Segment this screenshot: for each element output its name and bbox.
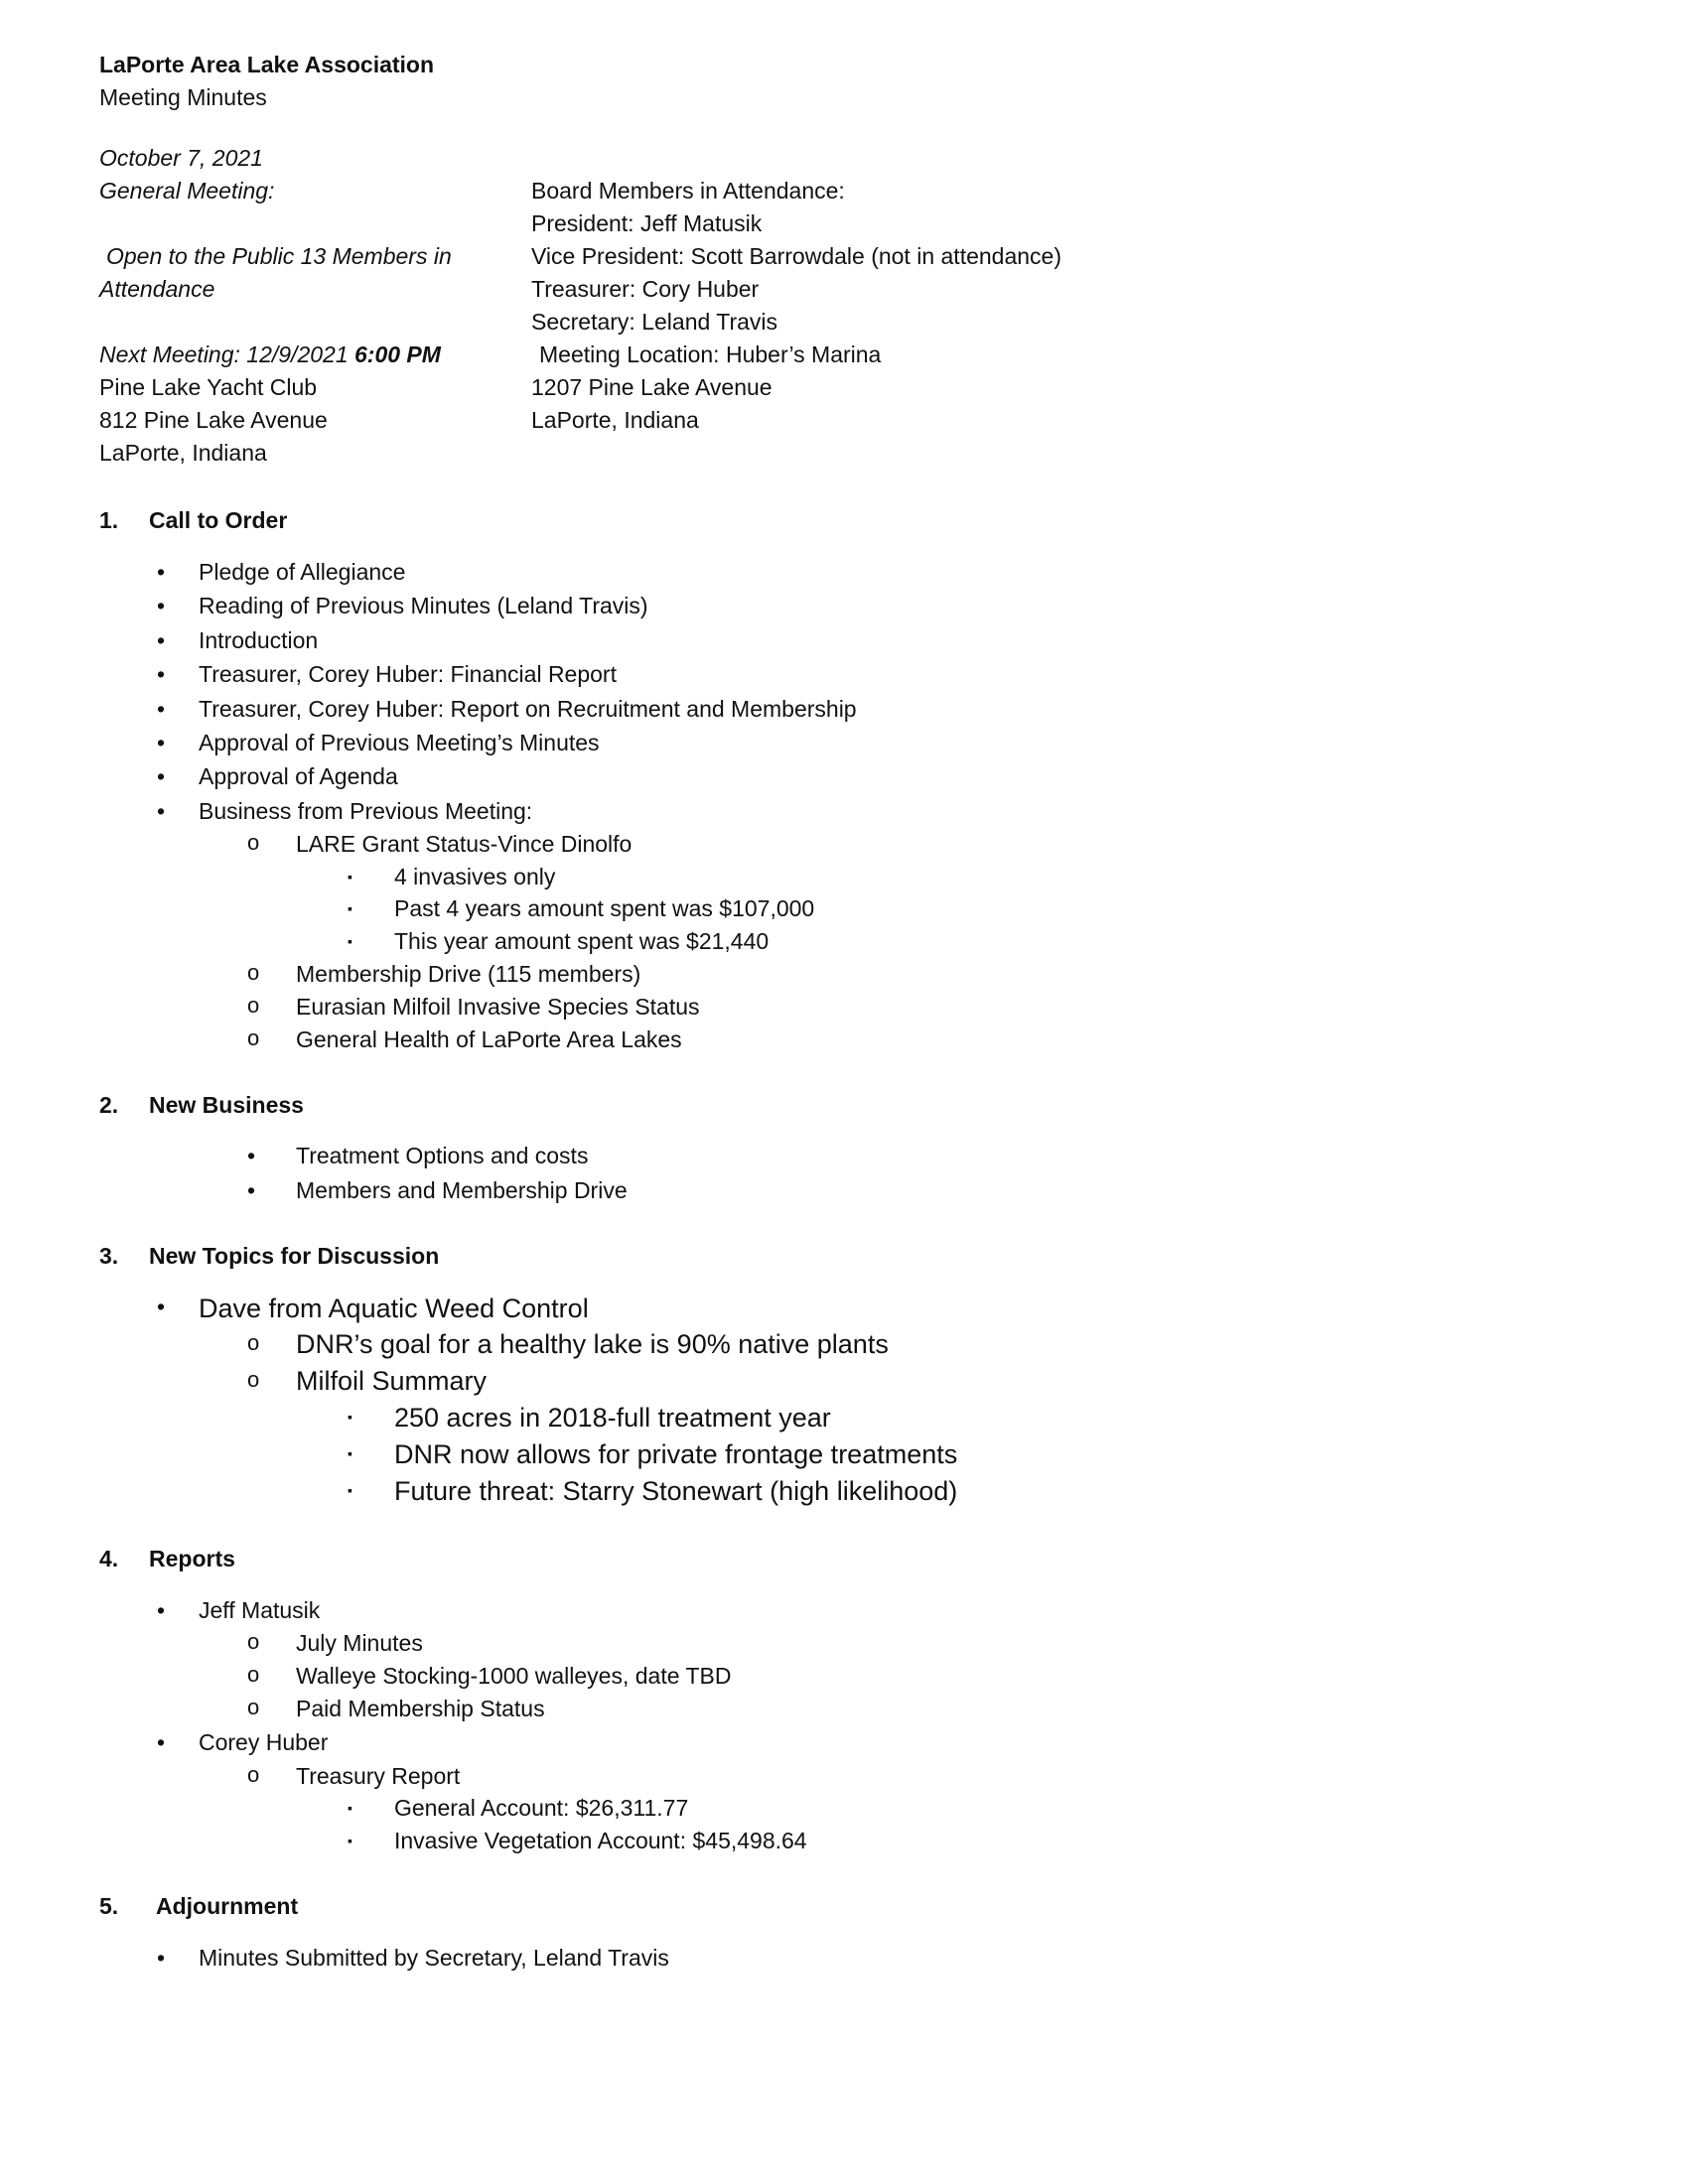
bullet-icon: • <box>247 1143 256 1168</box>
sub-list-item: Eurasian Milfoil Invasive Species Status <box>296 994 700 1020</box>
circle-bullet-icon: o <box>247 830 260 855</box>
square-bullet-icon: ▪ <box>348 1445 352 1461</box>
circle-bullet-icon: o <box>247 1695 260 1719</box>
sub-list-item: Walleye Stocking-1000 walleyes, date TBD <box>296 1663 732 1689</box>
subsub-list-item: 250 acres in 2018-full treatment year <box>394 1403 831 1433</box>
section-title: Adjournment <box>156 1893 299 1919</box>
sub-list-item: General Health of LaPorte Area Lakes <box>296 1026 682 1052</box>
list-item: Pledge of Allegiance <box>199 559 406 585</box>
list-item: Treasurer, Corey Huber: Report on Recruitment and Membership <box>199 696 857 722</box>
sub-list-item: Paid Membership Status <box>296 1696 545 1721</box>
bullet-icon: • <box>157 730 166 755</box>
bullet-icon: • <box>157 627 166 653</box>
bullet-icon: • <box>157 763 166 789</box>
list-item: Reading of Previous Minutes (Leland Travis) <box>199 593 648 618</box>
circle-bullet-icon: o <box>247 993 260 1018</box>
square-bullet-icon: ▪ <box>348 1800 352 1816</box>
subsub-list-item: 4 invasives only <box>394 864 556 889</box>
bullet-icon: • <box>157 661 166 687</box>
meeting-type: General Meeting: <box>99 178 275 204</box>
list-item: Approval of Agenda <box>199 763 398 789</box>
circle-bullet-icon: o <box>247 1629 260 1654</box>
sub-list-item: Membership Drive (115 members) <box>296 961 641 987</box>
square-bullet-icon: ▪ <box>348 1409 352 1425</box>
square-bullet-icon: ▪ <box>348 933 352 949</box>
meeting-location: Meeting Location: Huber’s Marina <box>539 341 882 367</box>
next-location-line: LaPorte, Indiana <box>99 440 267 466</box>
board-member: Treasurer: Cory Huber <box>531 276 760 302</box>
square-bullet-icon: ▪ <box>348 869 352 885</box>
doc-title: Meeting Minutes <box>99 84 267 110</box>
circle-bullet-icon: o <box>247 1762 260 1787</box>
circle-bullet-icon: o <box>247 1330 260 1355</box>
board-member: Vice President: Scott Barrowdale (not in attendance) <box>531 243 1061 269</box>
section-number: 4. <box>99 1546 119 1571</box>
circle-bullet-icon: o <box>247 1367 260 1392</box>
circle-bullet-icon: o <box>247 1662 260 1687</box>
square-bullet-icon: ▪ <box>348 900 352 916</box>
subsub-list-item: Invasive Vegetation Account: $45,498.64 <box>394 1828 807 1853</box>
section-number: 3. <box>99 1243 119 1269</box>
public-attendance-line2: Attendance <box>99 276 215 302</box>
section-title: New Topics for Discussion <box>149 1243 440 1269</box>
org-name: LaPorte Area Lake Association <box>99 52 435 77</box>
list-item: Members and Membership Drive <box>296 1177 628 1203</box>
location-address-line: 1207 Pine Lake Avenue <box>531 374 773 400</box>
square-bullet-icon: ▪ <box>348 1833 352 1848</box>
list-item: Corey Huber <box>199 1729 329 1755</box>
next-meeting-label: Next Meeting: 12/9/2021 <box>99 341 354 367</box>
list-item: Dave from Aquatic Weed Control <box>199 1294 589 1323</box>
subsub-list-item: General Account: $26,311.77 <box>394 1795 689 1821</box>
sub-list-item: DNR’s goal for a healthy lake is 90% native plants <box>296 1329 889 1359</box>
section-number: 2. <box>99 1092 119 1118</box>
section-number: 1. <box>99 507 119 533</box>
board-member: Secretary: Leland Travis <box>531 309 778 335</box>
sub-list-item: LARE Grant Status-Vince Dinolfo <box>296 831 633 857</box>
location-address-line: LaPorte, Indiana <box>531 407 699 433</box>
bullet-icon: • <box>157 798 166 824</box>
square-bullet-icon: ▪ <box>348 1482 352 1498</box>
list-item: Jeff Matusik <box>199 1597 321 1623</box>
section-title: New Business <box>149 1092 304 1118</box>
bullet-icon: • <box>157 1729 166 1755</box>
list-item: Introduction <box>199 627 319 653</box>
next-meeting-time: 6:00 PM <box>354 341 441 367</box>
section-number: 5. <box>99 1893 119 1919</box>
next-meeting <box>99 341 441 368</box>
bullet-icon: • <box>157 1294 166 1319</box>
list-item: Minutes Submitted by Secretary, Leland Travis <box>199 1945 669 1971</box>
next-location-line: 812 Pine Lake Avenue <box>99 407 328 433</box>
sub-list-item: Treasury Report <box>296 1763 461 1789</box>
section-title: Call to Order <box>149 507 288 533</box>
bullet-icon: • <box>157 1945 166 1971</box>
public-attendance-line1: Open to the Public 13 Members in <box>106 243 452 269</box>
list-item: Treatment Options and costs <box>296 1143 589 1168</box>
list-item: Approval of Previous Meeting’s Minutes <box>199 730 600 755</box>
section-title: Reports <box>149 1546 235 1571</box>
bullet-icon: • <box>157 1597 166 1623</box>
subsub-list-item: Past 4 years amount spent was $107,000 <box>394 895 815 921</box>
sub-list-item: Milfoil Summary <box>296 1366 488 1396</box>
bullet-icon: • <box>157 559 166 585</box>
next-location-line: Pine Lake Yacht Club <box>99 374 318 400</box>
bullet-icon: • <box>247 1177 256 1203</box>
circle-bullet-icon: o <box>247 960 260 985</box>
board-heading: Board Members in Attendance: <box>531 178 845 204</box>
subsub-list-item: Future threat: Starry Stonewart (high likelihood) <box>394 1476 958 1506</box>
board-member: President: Jeff Matusik <box>531 210 763 236</box>
circle-bullet-icon: o <box>247 1025 260 1050</box>
bullet-icon: • <box>157 593 166 618</box>
subsub-list-item: This year amount spent was $21,440 <box>394 928 770 954</box>
sub-list-item: July Minutes <box>296 1630 423 1656</box>
bullet-icon: • <box>157 696 166 722</box>
list-item: Business from Previous Meeting: <box>199 798 533 824</box>
subsub-list-item: DNR now allows for private frontage treatments <box>394 1439 958 1469</box>
meeting-date: October 7, 2021 <box>99 145 263 171</box>
list-item: Treasurer, Corey Huber: Financial Report <box>199 661 617 687</box>
